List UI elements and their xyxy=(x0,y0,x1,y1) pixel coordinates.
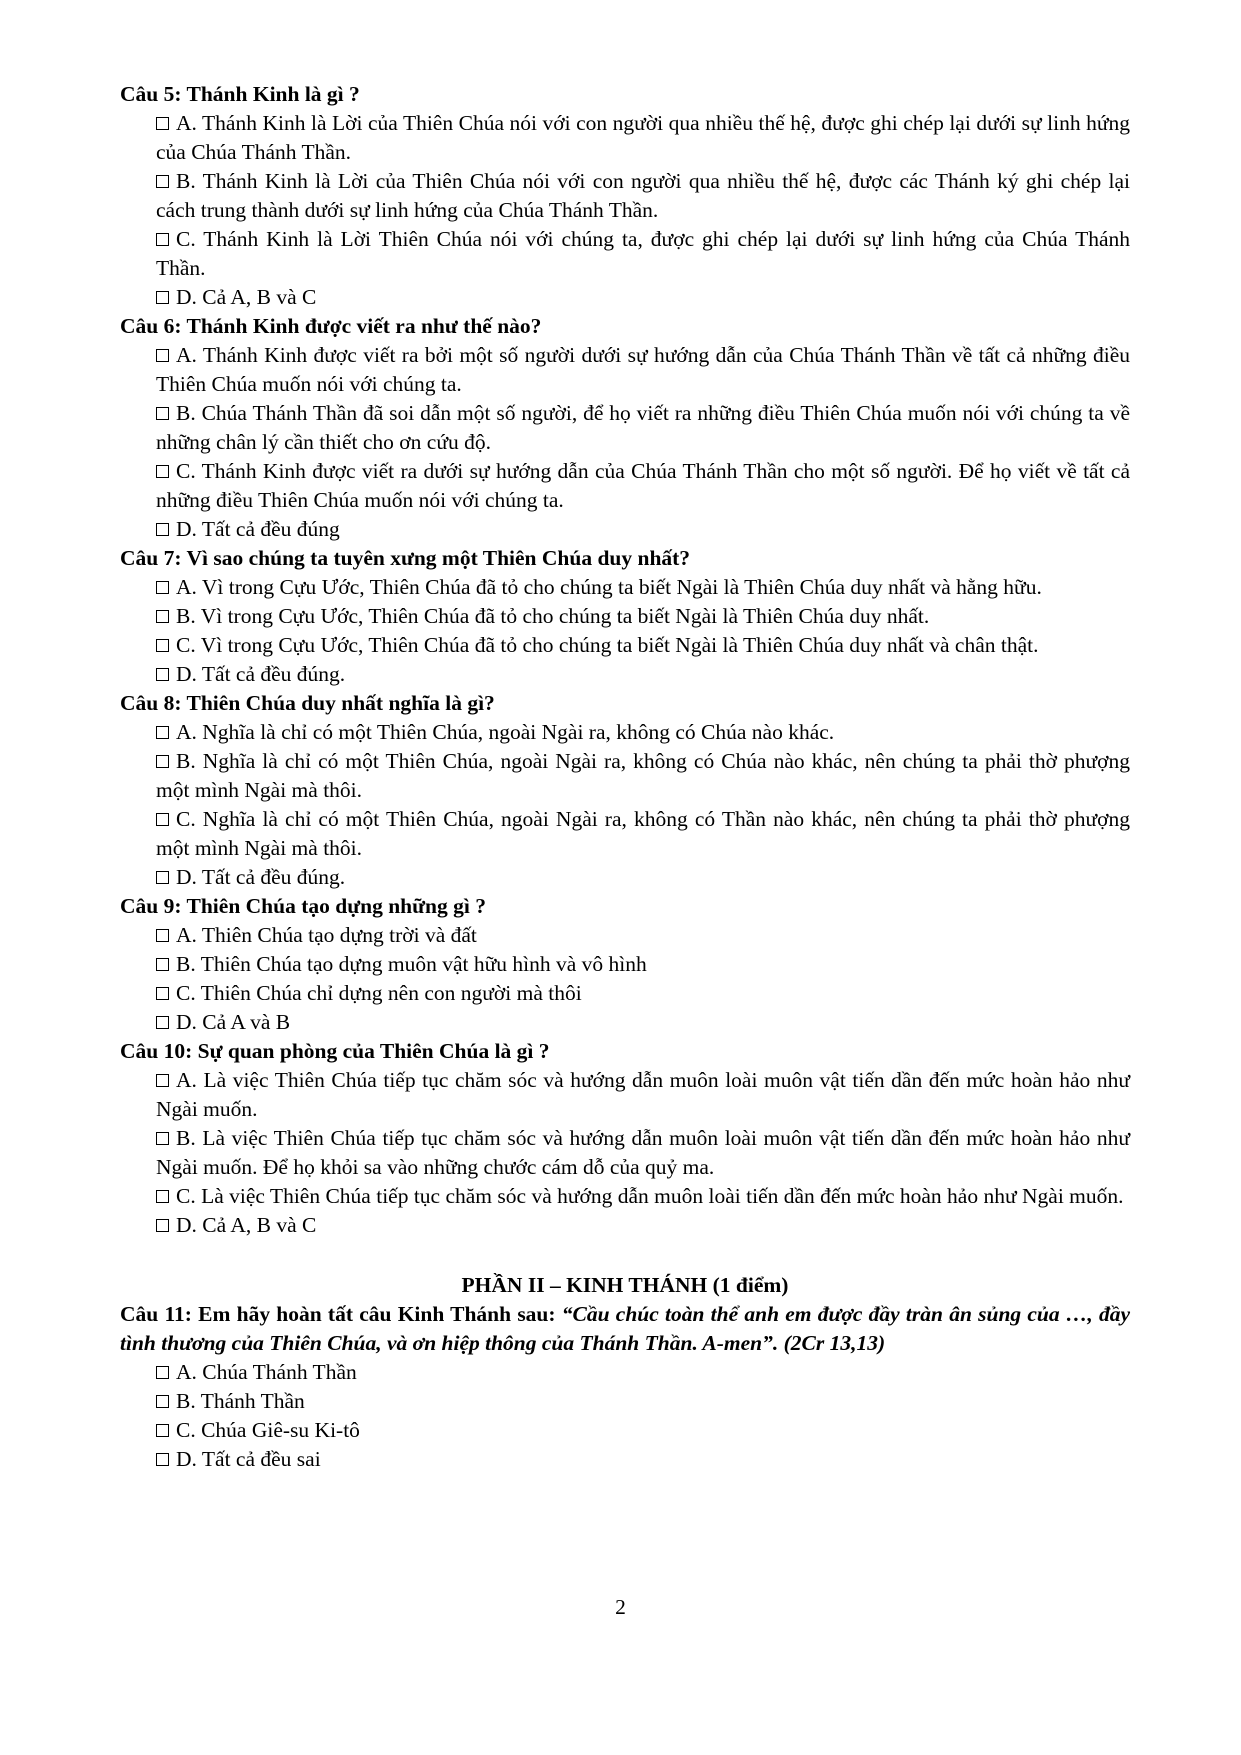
checkbox-icon[interactable] xyxy=(156,523,169,536)
option-text: D. Cả A, B và C xyxy=(176,1213,317,1237)
checkbox-icon[interactable] xyxy=(156,581,169,594)
question-title: Câu 7: Vì sao chúng ta tuyên xưng một Thiên Chúa duy nhất? xyxy=(120,546,691,570)
option-c[interactable] xyxy=(156,805,1130,863)
checkbox-icon[interactable] xyxy=(156,1395,169,1408)
option-text: B. Thánh Kinh là Lời của Thiên Chúa nói với con người qua nhiều thế hệ, được các Thánh ký ghi chép lại cách trung thành dưới sự linh hứng của Chúa Thánh Thần. xyxy=(156,169,1130,222)
option-text: B. Là việc Thiên Chúa tiếp tục chăm sóc và hướng dẫn muôn loài muôn vật tiến dần đến mức hoàn hảo như Ngài muốn. Để họ khỏi sa vào những chước cám dỗ của quỷ ma. xyxy=(156,1126,1130,1179)
option-b[interactable] xyxy=(156,399,1130,457)
checkbox-icon[interactable] xyxy=(156,871,169,884)
option-text: B. Vì trong Cựu Ước, Thiên Chúa đã tỏ cho chúng ta biết Ngài là Thiên Chúa duy nhất. xyxy=(176,604,930,628)
option-text: D. Tất cả đều đúng. xyxy=(176,662,346,686)
question-7 xyxy=(120,544,1130,689)
option-text: A. Thánh Kinh được viết ra bởi một số người dưới sự hướng dẫn của Chúa Thánh Thần về tất cả những điều Thiên Chúa muốn nói với chúng ta. xyxy=(156,343,1130,396)
question-8 xyxy=(120,689,1130,892)
checkbox-icon[interactable] xyxy=(156,1219,169,1232)
option-text: A. Là việc Thiên Chúa tiếp tục chăm sóc và hướng dẫn muôn loài muôn vật tiến dần đến mức hoàn hảo như Ngài muốn. xyxy=(156,1068,1130,1121)
option-b[interactable] xyxy=(156,1124,1130,1182)
option-text: D. Tất cả đều đúng. xyxy=(176,865,346,889)
option-text: C. Thiên Chúa chỉ dựng nên con người mà thôi xyxy=(176,981,582,1005)
option-d[interactable] xyxy=(156,863,1130,892)
option-text: C. Chúa Giê-su Ki-tô xyxy=(176,1418,360,1442)
option-a[interactable] xyxy=(156,341,1130,399)
option-c[interactable] xyxy=(156,457,1130,515)
checkbox-icon[interactable] xyxy=(156,1366,169,1379)
question-title: Câu 5: Thánh Kinh là gì ? xyxy=(120,82,360,106)
question-title-text: Câu 11: Em hãy hoàn tất câu Kinh Thánh sau: xyxy=(120,1302,562,1326)
checkbox-icon[interactable] xyxy=(156,117,169,130)
option-text: B. Thánh Thần xyxy=(176,1389,305,1413)
question-10 xyxy=(120,1037,1130,1240)
option-d[interactable] xyxy=(156,1211,1130,1240)
option-text: D. Cả A và B xyxy=(176,1010,291,1034)
option-text: A. Vì trong Cựu Ước, Thiên Chúa đã tỏ cho chúng ta biết Ngài là Thiên Chúa duy nhất và hằng hữu. xyxy=(176,575,1042,599)
option-text: C. Vì trong Cựu Ước, Thiên Chúa đã tỏ cho chúng ta biết Ngài là Thiên Chúa duy nhất và chân thật. xyxy=(176,633,1039,657)
option-text: B. Nghĩa là chỉ có một Thiên Chúa, ngoài Ngài ra, không có Chúa nào khác, nên chúng ta phải thờ phượng một mình Ngài mà thôi. xyxy=(156,749,1130,802)
checkbox-icon[interactable] xyxy=(156,1016,169,1029)
checkbox-icon[interactable] xyxy=(156,639,169,652)
option-c[interactable] xyxy=(156,631,1130,660)
option-b[interactable] xyxy=(156,602,1130,631)
option-a[interactable] xyxy=(156,1358,1130,1387)
question-title: Câu 9: Thiên Chúa tạo dựng những gì ? xyxy=(120,894,486,918)
option-d[interactable] xyxy=(156,283,1130,312)
option-text: D. Tất cả đều đúng xyxy=(176,517,340,541)
option-c[interactable] xyxy=(156,1416,1130,1445)
checkbox-icon[interactable] xyxy=(156,465,169,478)
option-b[interactable] xyxy=(156,167,1130,225)
question-6 xyxy=(120,312,1130,544)
checkbox-icon[interactable] xyxy=(156,1132,169,1145)
option-text: A. Thiên Chúa tạo dựng trời và đất xyxy=(176,923,477,947)
option-c[interactable] xyxy=(156,979,1130,1008)
question-title: Câu 8: Thiên Chúa duy nhất nghĩa là gì? xyxy=(120,691,495,715)
option-a[interactable] xyxy=(156,1066,1130,1124)
option-d[interactable] xyxy=(156,660,1130,689)
option-text: A. Chúa Thánh Thần xyxy=(176,1360,357,1384)
option-text: C. Thánh Kinh là Lời Thiên Chúa nói với chúng ta, được ghi chép lại dưới sự linh hứng của Chúa Thánh Thần. xyxy=(156,227,1130,280)
option-text: A. Thánh Kinh là Lời của Thiên Chúa nói với con người qua nhiều thế hệ, được ghi chép lại dưới sự linh hứng của Chúa Thánh Thần. xyxy=(156,111,1130,164)
option-c[interactable] xyxy=(156,1182,1130,1211)
option-text: A. Nghĩa là chỉ có một Thiên Chúa, ngoài Ngài ra, không có Chúa nào khác. xyxy=(176,720,835,744)
option-text: C. Là việc Thiên Chúa tiếp tục chăm sóc và hướng dẫn muôn loài tiến dần đến mức hoàn hảo như Ngài muốn. xyxy=(176,1184,1124,1208)
checkbox-icon[interactable] xyxy=(156,233,169,246)
question-title xyxy=(120,1300,1130,1358)
checkbox-icon[interactable] xyxy=(156,1453,169,1466)
question-5 xyxy=(120,80,1130,312)
option-a[interactable] xyxy=(156,573,1130,602)
option-text: D. Cả A, B và C xyxy=(176,285,317,309)
checkbox-icon[interactable] xyxy=(156,668,169,681)
section-heading: PHẦN II – KINH THÁNH (1 điểm) xyxy=(461,1273,789,1297)
question-11 xyxy=(120,1300,1130,1474)
checkbox-icon[interactable] xyxy=(156,987,169,1000)
option-text: D. Tất cả đều sai xyxy=(176,1447,321,1471)
checkbox-icon[interactable] xyxy=(156,175,169,188)
checkbox-icon[interactable] xyxy=(156,407,169,420)
document-page xyxy=(120,80,1130,1474)
question-title: Câu 10: Sự quan phòng của Thiên Chúa là gì ? xyxy=(120,1039,550,1063)
page-number: 2 xyxy=(615,1595,626,1619)
checkbox-icon[interactable] xyxy=(156,291,169,304)
checkbox-icon[interactable] xyxy=(156,349,169,362)
question-title: Câu 6: Thánh Kinh được viết ra như thế nào? xyxy=(120,314,542,338)
checkbox-icon[interactable] xyxy=(156,1424,169,1437)
checkbox-icon[interactable] xyxy=(156,1074,169,1087)
option-b[interactable] xyxy=(156,950,1130,979)
option-d[interactable] xyxy=(156,1445,1130,1474)
option-text: C. Thánh Kinh được viết ra dưới sự hướng dẫn của Chúa Thánh Thần cho một số người. Để họ viết về tất cả những điều Thiên Chúa muốn nói với chúng ta. xyxy=(156,459,1130,512)
option-b[interactable] xyxy=(156,747,1130,805)
option-text: B. Chúa Thánh Thần đã soi dẫn một số người, để họ viết ra những điều Thiên Chúa muốn nói với chúng ta về những chân lý cần thiết cho ơn cứu độ. xyxy=(156,401,1130,454)
option-text: C. Nghĩa là chỉ có một Thiên Chúa, ngoài Ngài ra, không có Thần nào khác, nên chúng ta phải thờ phượng một mình Ngài mà thôi. xyxy=(156,807,1130,860)
option-a[interactable] xyxy=(156,718,1130,747)
checkbox-icon[interactable] xyxy=(156,813,169,826)
option-a[interactable] xyxy=(156,921,1130,950)
question-9 xyxy=(120,892,1130,1037)
option-c[interactable] xyxy=(156,225,1130,283)
option-text: B. Thiên Chúa tạo dựng muôn vật hữu hình và vô hình xyxy=(176,952,647,976)
checkbox-icon[interactable] xyxy=(156,958,169,971)
option-b[interactable] xyxy=(156,1387,1130,1416)
checkbox-icon[interactable] xyxy=(156,726,169,739)
checkbox-icon[interactable] xyxy=(156,929,169,942)
option-d[interactable] xyxy=(156,1008,1130,1037)
checkbox-icon[interactable] xyxy=(156,755,169,768)
bible-quote: “Cầu chúc toàn thể anh em được đầy tràn ân sủng của …, đầy tình thương của Thiên Chúa, và ơn hiệp thông của Thánh Thần. A-men”. (2Cr 13,13) xyxy=(120,1302,1130,1355)
checkbox-icon[interactable] xyxy=(156,610,169,623)
checkbox-icon[interactable] xyxy=(156,1190,169,1203)
option-a[interactable] xyxy=(156,109,1130,167)
option-d[interactable] xyxy=(156,515,1130,544)
